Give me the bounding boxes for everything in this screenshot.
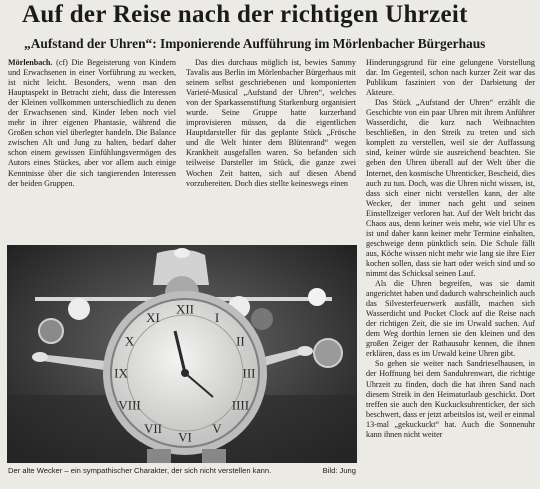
caption-text: Der alte Wecker – ein sympathischer Charakter, der sich nicht verstellen kann. <box>8 466 272 475</box>
clock-numeral: X <box>124 333 135 349</box>
paragraph <box>8 58 176 189</box>
paragraph: Hinderungsgrund für eine gelungene Vorstellung dar. Im Gegenteil, schon nach kurzer Zeit war das Publikum fasziniert von der Darbietung der Akteure. <box>366 58 535 98</box>
clock-numeral: IIII <box>231 397 250 413</box>
photo-credit: Bild: Jung <box>322 466 356 475</box>
paragraph: Als die Uhren begreifen, was sie damit angerichtet haben und dadurch wahrscheinlich auch das Silvesterfeuerwerk ausfällt, machen sich Wasserdicht und Pocket Clock auf die Reise nach der richtigen Zeit, die sie im Urwald suchen. Auf dem Weg dorthin lernen sie den kleinen und den großen Zeiger der Rathausuhr kennen, die ihnen erklären, dass es im Urwald keine Uhren gibt. <box>366 279 535 359</box>
clock-numeral: VI <box>178 429 192 445</box>
clock-numeral: V <box>212 420 222 436</box>
clock-costume-photo <box>7 245 357 463</box>
clock-numeral: III <box>242 365 256 381</box>
lead-text: (cf) Die Begeisterung von Kindern und Erwachsenen in einer Vorführung zu wecken, ist nicht leicht. Besonders, wenn man den Hauptaspekt in Betracht zieht, dass die Interessen der Kleinen vollkommen unterschiedlich zu denen der Erwachsenen sind. Kinder leben noch viel mehr in ihrer eigenen Phantasie, während die Großen schon viel überlegter handeln. Die Balance zwischen Alt und Jung zu halten, bedarf daher schon einem gewissen Einfühlungsvermögen des Autors eines Stückes, aber vor allem auch einige Kenntnisse über die sich tangierenden Interessen der beiden Gruppen. <box>8 58 176 188</box>
clock-numeral: XI <box>146 310 160 326</box>
paragraph: Das Stück „Aufstand der Uhren“ erzählt die Geschichte von ein paar Uhren mit ihrem Anführer Wasserdicht, die kurz nach Weihnachten beschließen, in den Streik zu treten und sich komplett zu verstellen, weil sie der Auffassung sind, keiner würde sie ausreichend beachten. Sie geben den Uhren überall auf der Welt über die Internet, den kosmische Uhrenticker, Bescheid, dies auch zu tun. Doch, was die Uhren nicht wissen, ist, dass sich einer nicht verstellen kann, der alte Wecker, der immer nach geht und seinen Einstellzeiger verloren hat. Auf der Welt bricht das Chaos aus, denn keiner weis mehr, wie viel Uhr es ist und daher kann keiner mehr Termine einhalten, geschweige denn pünktlich sein. Die Schule fällt aus, Köche wissen nicht mehr wie lang sie ihre Eier kochen sollen, dass sie hart oder weich sind und so nimmt das Schicksal seinen Lauf. <box>366 98 535 278</box>
article-column-1 <box>8 58 176 189</box>
clock-numeral: VIII <box>118 397 141 413</box>
subhead: „Aufstand der Uhren“: Imponierende Aufführung im Mörlenbacher Bürgerhaus <box>24 36 486 51</box>
clock-numeral: XII <box>175 301 195 317</box>
clock-numeral: IX <box>114 365 128 381</box>
article-column-2 <box>186 58 356 189</box>
article-column-3 <box>366 58 535 440</box>
paragraph: Das dies durchaus möglich ist, bewies Sammy Tavalis aus Berlin im Mörlenbacher Bürgerhaus mit seinem selbst geschriebenen und komponierten Varieté-Musical „Aufstand der Uhren“, welches von der Sparkassenstiftung Starkenburg organisiert wurde. Seine Gruppe hatte kurzerhand improvisieren müssen, da die eigentlichen Hauptdarsteller für das geplante Stück „Frösche und die Welt hinter dem Blütenrand“ wegen Krankheit ausgefallen waren. So befanden sich teilweise Darsteller im Stück, die ganze zwei Wochen Zeit hatten, sich auf diesen Abend vorzubereiten. Doch dies stellte keineswegs einen <box>186 58 356 188</box>
dateline: Mörlenbach. <box>8 58 53 67</box>
paragraph: So gehen sie weiter nach Sandrieselhausen, in der Hoffnung bei dem Sanduhrenwart, die richtige Uhrzeit zu finden, doch die hat ihren Sand nach diesem Streik in den Heimaturlaub geschickt. Dort treffen sie auch den Kuckucksuhrenticker, der sich beschwert, dass er jetzt arbeitslos ist, weil er einmal 13-mal „gekuckuckt“ hat. Auch die Sonnenuhr kann ihnen nicht weiter <box>366 359 535 439</box>
photo-caption <box>8 466 358 475</box>
photo-illustration <box>7 245 357 463</box>
headline: Auf der Reise nach der richtigen Uhrzeit <box>22 1 468 28</box>
clock-numeral: I <box>214 310 220 326</box>
clock-numeral: II <box>236 333 245 349</box>
clock-numeral: VII <box>143 420 163 436</box>
